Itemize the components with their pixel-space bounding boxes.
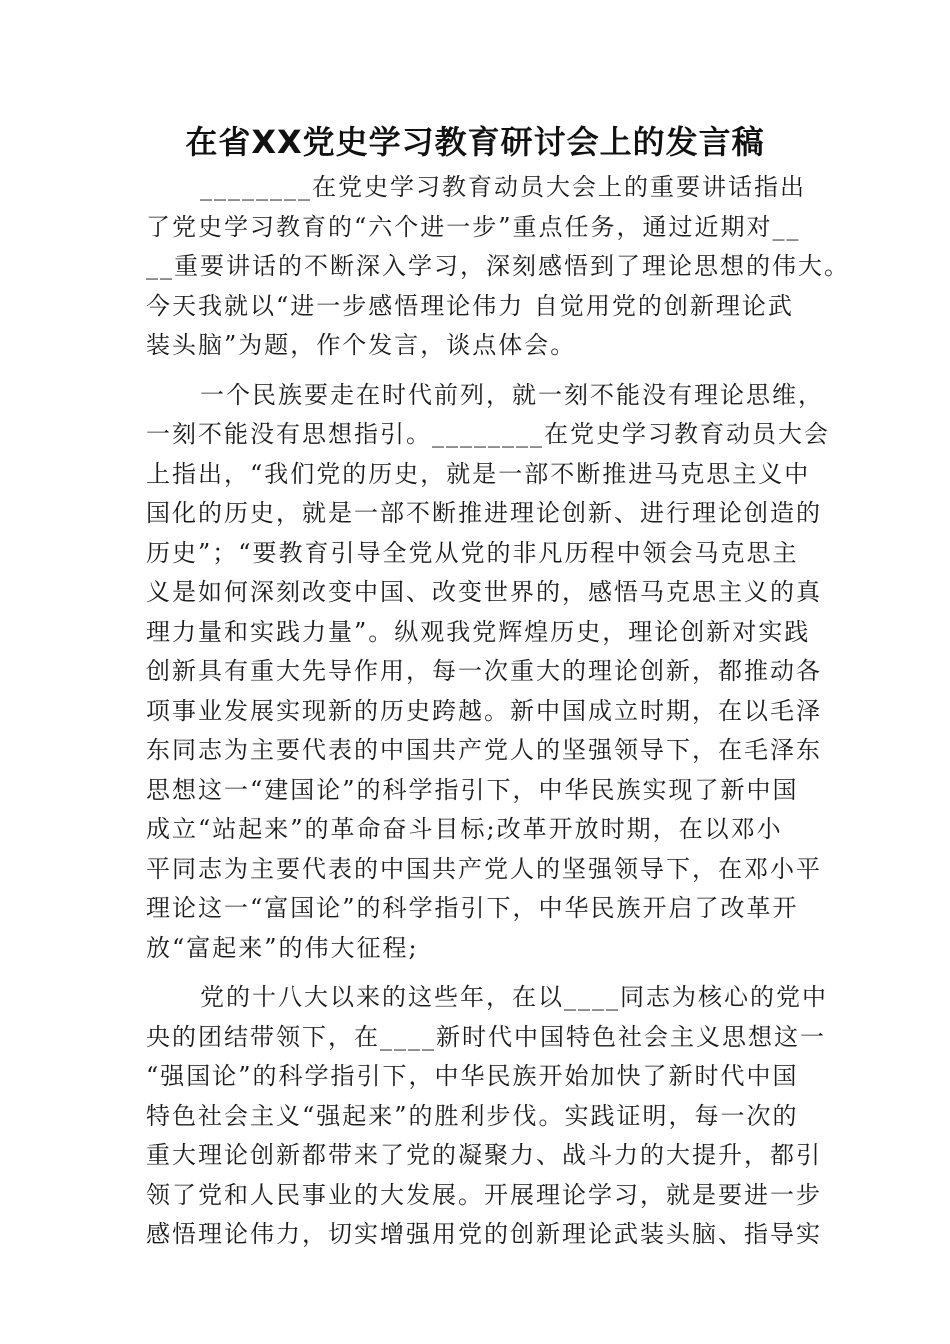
document-title: 在省XX党史学习教育研讨会上的发言稿 bbox=[185, 123, 765, 161]
paragraph-3 bbox=[146, 978, 828, 1255]
document-body bbox=[146, 168, 850, 1255]
text-line: 思想这一“建国论”的科学指引下，中华民族实现了新中国 bbox=[146, 775, 799, 804]
text-line: 成立“站起来”的革命奋斗目标;改革开放时期，在以邓小 bbox=[146, 815, 783, 843]
text-line: 放“富起来”的伟大征程; bbox=[146, 933, 419, 962]
text-line: 理论这一“富国论”的科学指引下，中华民族开启了改革开 bbox=[146, 894, 799, 922]
text-line: 项事业发展实现新的历史跨越。新中国成立时期，在以毛泽 bbox=[146, 696, 822, 725]
text-line: 特色社会主义“强起来”的胜利步伐。实践证明，每一次的 bbox=[146, 1101, 799, 1130]
text-line: 重大理论创新都带来了党的凝聚力、战斗力的大提升，都引 bbox=[146, 1141, 822, 1169]
text-line: 今天我就以“进一步感悟理论伟力 自觉用党的创新理论武 bbox=[146, 291, 794, 320]
text-line: ________在党史学习教育动员大会上的重要讲话指出 bbox=[200, 173, 806, 201]
text-line: 央的团结带领下，在____新时代中国特色社会主义思想这一 bbox=[146, 1022, 826, 1051]
text-line: 东同志为主要代表的中国共产党人的坚强领导下，在毛泽东 bbox=[146, 736, 822, 764]
text-line: 创新具有重大先导作用，每一次重大的理论创新，都推动各 bbox=[146, 657, 822, 685]
text-line: 上指出，“我们党的历史，就是一部不断推进马克思主义中 bbox=[146, 459, 811, 488]
text-line: “强国论”的科学指引下，中华民族开始加快了新时代中国 bbox=[146, 1062, 799, 1090]
text-line: 感悟理论伟力，切实增强用党的创新理论武装头脑、指导实 bbox=[146, 1220, 822, 1248]
text-line: 义是如何深刻改变中国、改变世界的，感悟马克思主义的真 bbox=[146, 578, 822, 606]
text-line: 了党史学习教育的“六个进一步”重点任务，通过近期对__ bbox=[146, 212, 801, 241]
text-line: __重要讲话的不断深入学习，深刻感悟到了理论思想的伟大。 bbox=[146, 252, 850, 280]
text-line: 领了党和人民事业的大发展。开展理论学习，就是要进一步 bbox=[146, 1180, 822, 1209]
text-line: 国化的历史，就是一部不断推进理论创新、进行理论创造的 bbox=[146, 499, 822, 527]
text-line: 理力量和实践力量”。纵观我党辉煌历史，理论创新对实践 bbox=[146, 617, 811, 646]
text-line: 党的十八大以来的这些年，在以____同志为核心的党中 bbox=[200, 983, 828, 1011]
text-line: 装头脑”为题，作个发言，谈点体会。 bbox=[146, 331, 577, 359]
paragraph-2 bbox=[146, 376, 830, 969]
paragraph-1 bbox=[146, 168, 850, 366]
text-line: 一刻不能没有思想指引。________在党史学习教育动员大会 bbox=[146, 420, 830, 448]
text-line: 一个民族要走在时代前列，就一刻不能没有理论思维， bbox=[200, 380, 824, 409]
text-line: 历史”；“要教育引导全党从党的非凡历程中领会马克思主 bbox=[146, 538, 799, 567]
text-line: 平同志为主要代表的中国共产党人的坚强领导下，在邓小平 bbox=[146, 854, 822, 883]
